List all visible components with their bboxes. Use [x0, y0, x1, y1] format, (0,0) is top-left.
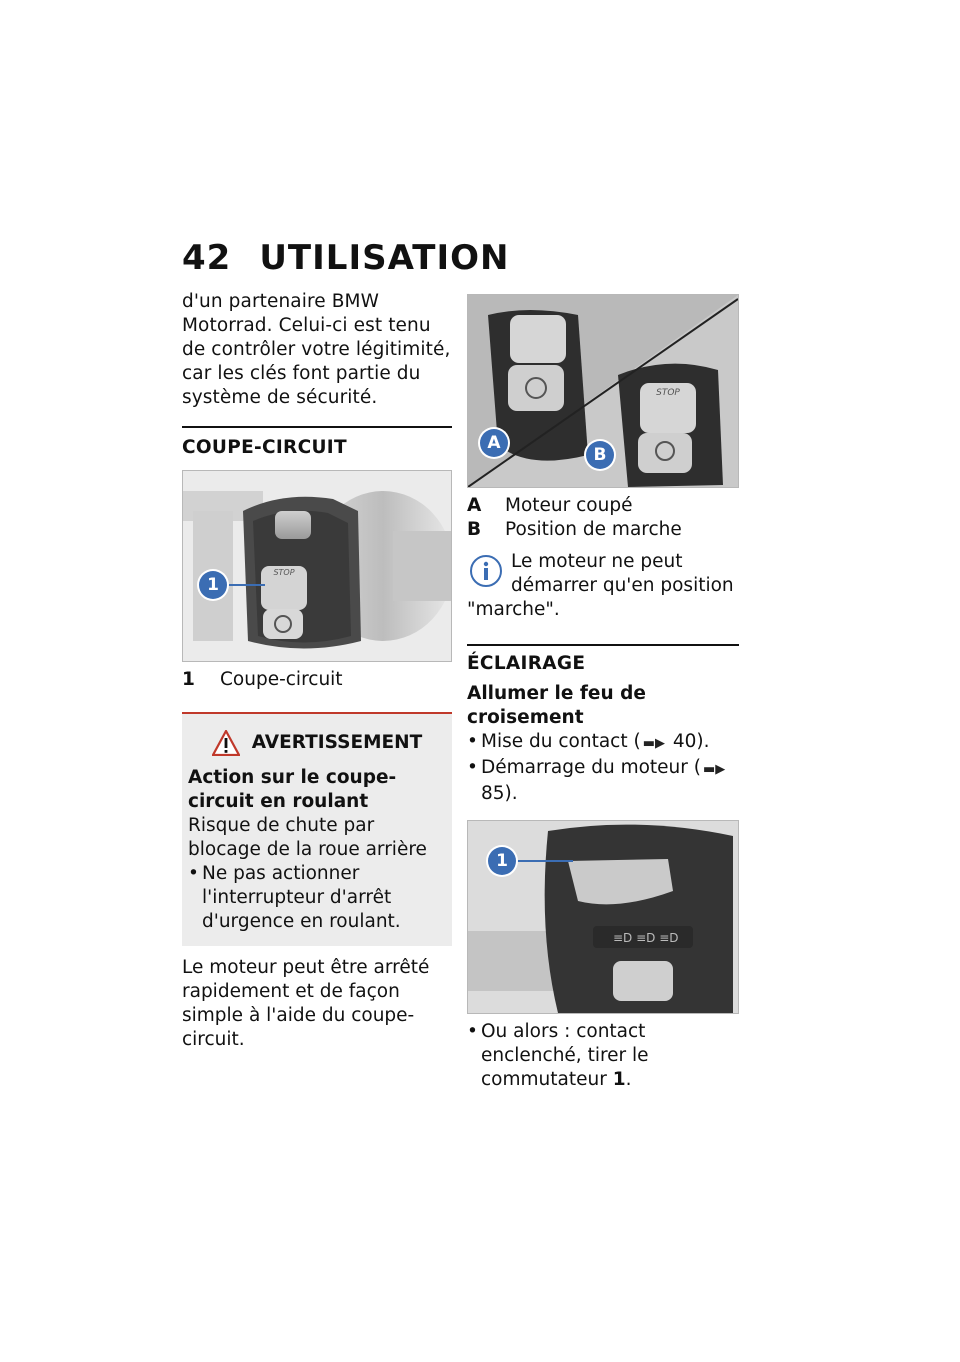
legend-key-b: B [467, 519, 482, 540]
figure-switch-positions [467, 294, 739, 488]
final-bullet-end: . [625, 1069, 632, 1090]
legend-text-b: Position de marche [505, 519, 682, 540]
callout-1-light: 1 [488, 847, 516, 875]
svg-text:≡D ≡D ≡D: ≡D ≡D ≡D [613, 931, 679, 945]
bullet-text: Mise du contact ( [481, 731, 641, 752]
intro-paragraph: d'un partenaire BMW Motorrad. Celui-ci est tenu de contrôler votre légitimité, car les clés font partie du système de sécurité. [182, 291, 451, 408]
bullet-contact: • Mise du contact ( ▬▶ 40). [467, 730, 739, 756]
page-reference-arrow-icon: ▬▶ [702, 762, 726, 777]
legend-row [182, 668, 452, 692]
left-column [182, 290, 452, 1052]
callout-b: B [586, 441, 614, 469]
page-header [182, 238, 509, 278]
page-ref[interactable]: 85 [481, 783, 505, 804]
section-rule-eclairage [467, 644, 739, 646]
warning-triangle-icon [212, 730, 240, 756]
warning-risk: Risque de chute par blocage de la roue arrière [188, 815, 427, 860]
bullet-demarrage: • Démarrage du moteur ( ▬▶ 85). [467, 757, 726, 804]
legend-row-a [467, 494, 739, 518]
info-note [467, 550, 739, 622]
kill-switch-illustration [183, 471, 451, 661]
legend-key-a: A [467, 495, 482, 516]
stop-label: STOP [273, 568, 295, 577]
bullet-text: Démarrage du moteur ( [481, 757, 701, 778]
section-rule [182, 426, 452, 428]
warning-bullet-text: Ne pas actionner l'interrupteur d'arrêt d'urgence en roulant. [202, 863, 401, 932]
info-note-text: Le moteur ne peut démarrer qu'en position "marche". [467, 551, 734, 620]
legend-text: Coupe-circuit [220, 669, 343, 690]
bullet-end: ). [504, 783, 518, 804]
section-title-coupe-circuit: COUPE-CIRCUIT [182, 437, 347, 458]
warning-heading: Action sur le coupe-circuit en roulant [188, 767, 397, 812]
callout-1: 1 [199, 571, 227, 599]
figure2-legend [467, 494, 739, 542]
section-title-eclairage: ÉCLAIRAGE [467, 653, 586, 674]
stop-label-b: STOP [656, 388, 680, 398]
figure-kill-switch [182, 470, 452, 662]
legend-text-a: Moteur coupé [505, 495, 633, 516]
callout-a: A [480, 429, 508, 457]
page-number: 42 [182, 238, 232, 278]
bullet-end: ). [696, 731, 710, 752]
warning-label: AVERTISSEMENT [251, 732, 423, 753]
page-ref[interactable]: 40 [672, 731, 697, 752]
info-icon [469, 554, 503, 588]
legend-row-b [467, 518, 739, 542]
warning-bullet: • Ne pas actionner l'interrupteur d'arrêt d'urgence en roulant. [188, 862, 446, 934]
warning-box [182, 712, 452, 946]
final-bullet: • Ou alors : contact enclenché, tirer le commutateur 1. [467, 1021, 649, 1090]
page-title: UTILISATION [259, 238, 510, 278]
final-bullet-text: Ou alors : contact enclenché, tirer le commutateur [481, 1021, 649, 1090]
figure-light-switch [467, 820, 739, 1014]
warning-header [188, 730, 446, 756]
right-column [467, 294, 739, 1092]
final-bullet-ref: 1 [612, 1069, 626, 1090]
coupe-circuit-body: Le moteur peut être arrêté rapidement et de façon simple à l'aide du coupe-circuit. [182, 957, 430, 1050]
legend-key: 1 [182, 669, 195, 690]
page-reference-arrow-icon: ▬▶ [642, 736, 665, 751]
subsection-title: Allumer le feu de croisement [467, 683, 646, 728]
